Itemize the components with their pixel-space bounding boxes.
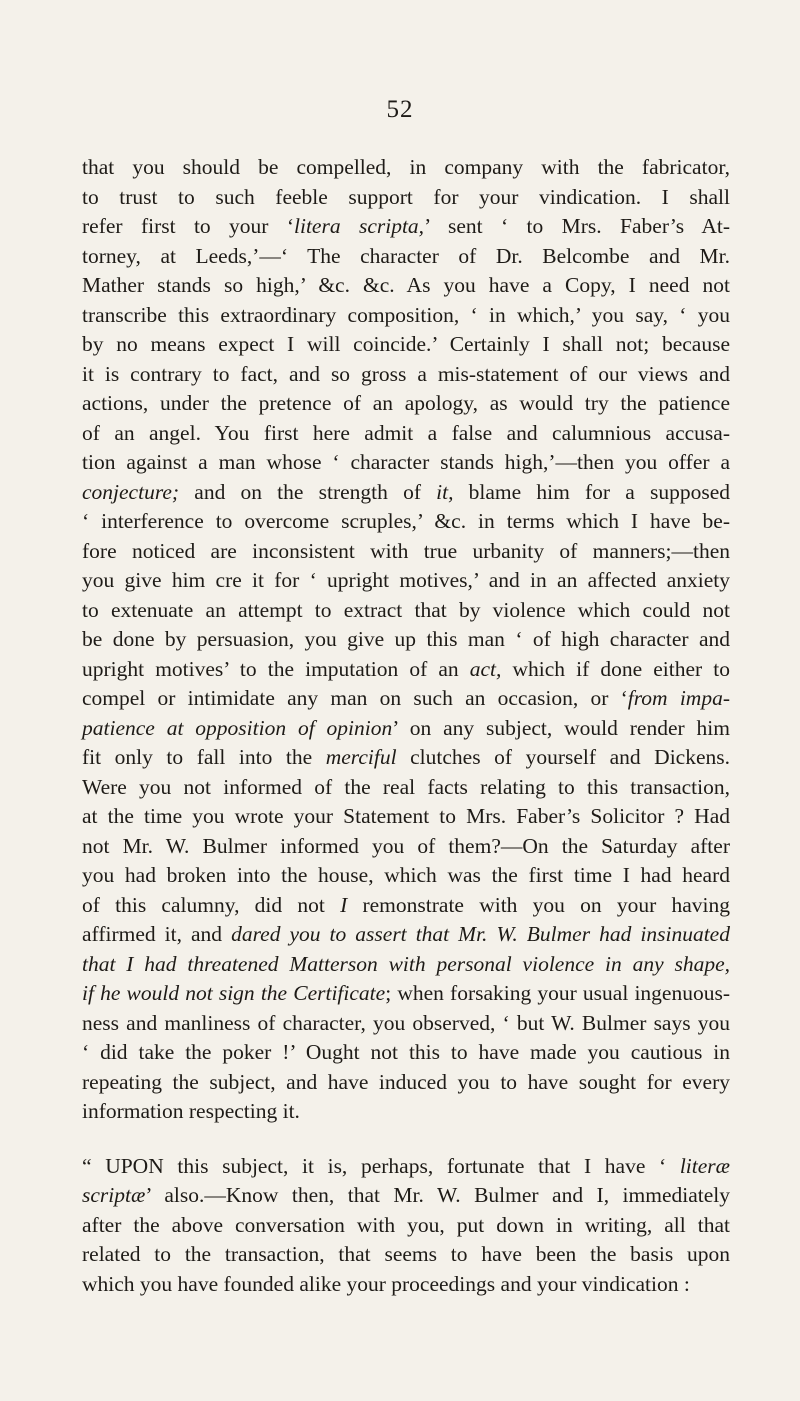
italic-text: dared you to assert that Mr. W. Bulmer had insinuated: [231, 922, 730, 946]
text-line: ness and manliness of character, you observed, ‘ but W. Bulmer says you: [82, 1010, 730, 1035]
italic-text: scriptæ: [82, 1183, 146, 1207]
italic-text: patience at opposition of opinion: [82, 715, 393, 740]
text-line: after the above conversation with you, put down in writing, all that: [82, 1212, 730, 1237]
text-line: torney, at Leeds,’—‘ The character of Dr. Belcombe and Mr.: [82, 243, 730, 268]
italic-text: it,: [436, 479, 454, 504]
text-line: at the time you wrote your Statement to Mrs. Faber’s Solicitor ? Had: [82, 804, 730, 828]
text-line: affirmed it, and dared you to assert that Mr. W. Bulmer had insinuated: [82, 922, 730, 946]
text-line: transcribe this extraordinary composition, ‘ in which,’ you say, ‘ you: [82, 302, 730, 327]
text-line: repeating the subject, and have induced you to have sought for every: [82, 1069, 730, 1094]
italic-text: that I had threatened Matterson with personal violence in any shape,: [82, 951, 730, 976]
text-line: ‘ interference to overcome scruples,’ &c. in terms which I have be-: [82, 509, 730, 533]
text-line: [82, 950, 730, 980]
text-line: actions, under the pretence of an apology, as would try the patience: [82, 391, 730, 415]
text-line: patience at opposition of opinion’ on any subject, would render him: [82, 715, 730, 740]
text-line: conjecture; and on the strength of it, blame him for a supposed: [82, 479, 730, 504]
text-line: you give him cre it for ‘ upright motives,’ and in an affected anxiety: [82, 568, 730, 592]
text-line: if he would not sign the Certificate; when forsaking your usual ingenuous-: [82, 981, 730, 1005]
text-line: by no means expect I will coincide.’ Certainly I shall not; because: [82, 332, 730, 356]
body-text: [82, 153, 730, 1299]
text-line: Mather stands so high,’ &c. &c. As you have a Copy, I need not: [82, 273, 730, 297]
text-line: refer first to your ‘litera scripta,’ sent ‘ to Mrs. Faber’s At-: [82, 214, 730, 238]
text-line: information respecting it.: [82, 1099, 300, 1123]
paragraph-1: [82, 153, 730, 1127]
italic-text: act,: [469, 656, 502, 681]
text-line: related to the transaction, that seems to have been the basis upon: [82, 1242, 730, 1266]
text-line: to trust to such feeble support for your vindication. I shall: [82, 184, 730, 209]
italic-text: conjecture;: [82, 479, 180, 504]
text-line: of this calumny, did not I remonstrate with you on your having: [82, 892, 730, 917]
italic-text: from impa-: [627, 686, 730, 710]
italic-text: if he would not sign the Certificate: [82, 981, 386, 1005]
italic-text: I: [340, 892, 348, 917]
text-line: upright motives’ to the imputation of an act, which if done either to: [82, 656, 730, 681]
text-line: scriptæ’ also.—Know then, that Mr. W. Bulmer and I, immediately: [82, 1183, 730, 1207]
text-line: that you should be compelled, in company with the fabricator,: [82, 155, 730, 179]
text-line: tion against a man whose ‘ character stands high,’—then you offer a: [82, 450, 730, 474]
italic-text: merciful: [325, 745, 397, 769]
text-line: Were you not informed of the real facts relating to this transaction,: [82, 774, 730, 799]
text-line: of an angel. You first here admit a false and calumnious accusa-: [82, 420, 730, 445]
paragraph-2: [82, 1152, 730, 1300]
text-line: you had broken into the house, which was the first time I had heard: [82, 863, 730, 887]
text-line: fit only to fall into the merciful clutches of yourself and Dickens.: [82, 745, 730, 769]
paragraph-gap: [82, 1127, 730, 1152]
text-line: not Mr. W. Bulmer informed you of them?—On the Saturday after: [82, 833, 730, 858]
text-line: which you have founded alike your proceedings and your vindication :: [82, 1271, 690, 1296]
italic-text: literæ: [679, 1153, 730, 1178]
text-line: ‘ did take the poker !’ Ought not this to have made you cautious in: [82, 1040, 730, 1064]
text-line: be done by persuasion, you give up this man ‘ of high character and: [82, 627, 730, 651]
italic-text: litera scripta,: [294, 214, 425, 238]
page-number: 52: [386, 96, 414, 123]
text-line: compel or intimidate any man on such an occasion, or ‘from impa-: [82, 686, 730, 710]
text-line: it is contrary to fact, and so gross a mis-statement of our views and: [82, 361, 730, 386]
text-line: “ UPON this subject, it is, perhaps, fortunate that I have ‘ literæ: [82, 1153, 730, 1178]
text-line: fore noticed are inconsistent with true urbanity of manners;—then: [82, 538, 730, 563]
text-line: to extenuate an attempt to extract that by violence which could not: [82, 597, 730, 622]
